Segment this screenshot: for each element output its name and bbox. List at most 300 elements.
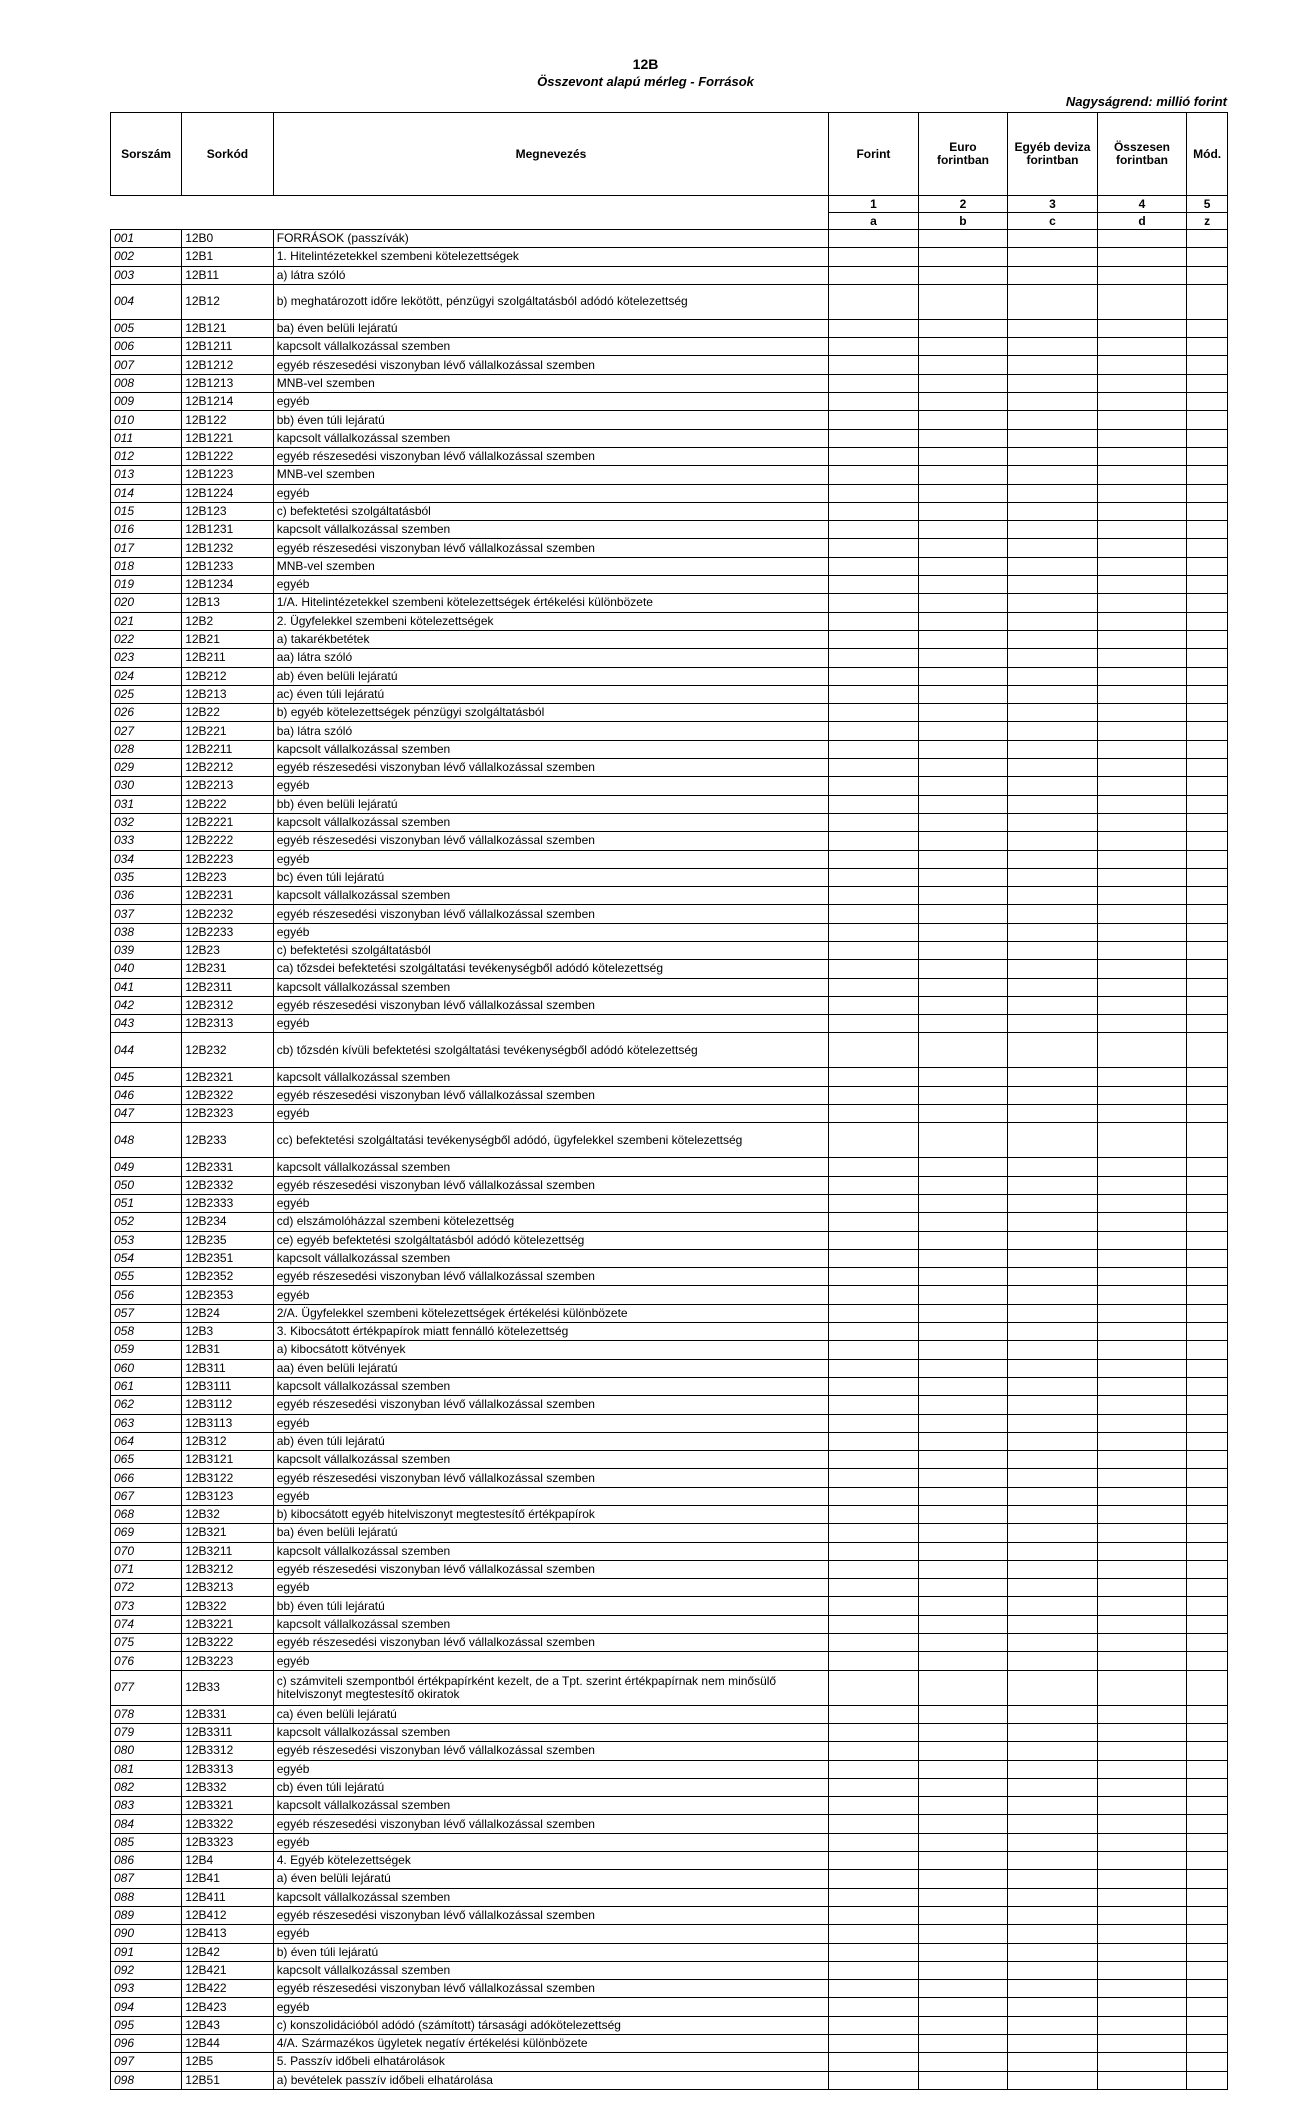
value-cell[interactable] — [918, 1815, 1008, 1833]
value-cell[interactable] — [829, 1760, 919, 1778]
value-cell[interactable] — [1097, 393, 1187, 411]
value-cell[interactable] — [829, 923, 919, 941]
value-cell[interactable] — [1187, 1323, 1228, 1341]
value-cell[interactable] — [1187, 1487, 1228, 1505]
value-cell[interactable] — [1008, 594, 1098, 612]
value-cell[interactable] — [1008, 466, 1098, 484]
value-cell[interactable] — [1187, 284, 1228, 319]
value-cell[interactable] — [1097, 649, 1187, 667]
value-cell[interactable] — [918, 1377, 1008, 1395]
value-cell[interactable] — [918, 1231, 1008, 1249]
value-cell[interactable] — [1187, 1815, 1228, 1833]
value-cell[interactable] — [1008, 1524, 1098, 1542]
value-cell[interactable] — [829, 1723, 919, 1741]
value-cell[interactable] — [829, 1797, 919, 1815]
value-cell[interactable] — [1187, 2053, 1228, 2071]
value-cell[interactable] — [1008, 777, 1098, 795]
value-cell[interactable] — [918, 1961, 1008, 1979]
value-cell[interactable] — [829, 777, 919, 795]
value-cell[interactable] — [1008, 266, 1098, 284]
value-cell[interactable] — [829, 1323, 919, 1341]
value-cell[interactable] — [829, 1833, 919, 1851]
value-cell[interactable] — [918, 649, 1008, 667]
value-cell[interactable] — [829, 1341, 919, 1359]
value-cell[interactable] — [1008, 1705, 1098, 1723]
value-cell[interactable] — [918, 2071, 1008, 2089]
value-cell[interactable] — [1008, 1176, 1098, 1194]
value-cell[interactable] — [829, 996, 919, 1014]
value-cell[interactable] — [1187, 594, 1228, 612]
value-cell[interactable] — [918, 813, 1008, 831]
value-cell[interactable] — [1008, 1286, 1098, 1304]
value-cell[interactable] — [829, 1597, 919, 1615]
value-cell[interactable] — [1097, 1158, 1187, 1176]
value-cell[interactable] — [1008, 1615, 1098, 1633]
value-cell[interactable] — [1008, 667, 1098, 685]
value-cell[interactable] — [829, 1888, 919, 1906]
value-cell[interactable] — [1008, 941, 1098, 959]
value-cell[interactable] — [1008, 1158, 1098, 1176]
value-cell[interactable] — [1008, 1268, 1098, 1286]
value-cell[interactable] — [1008, 230, 1098, 248]
value-cell[interactable] — [1097, 1506, 1187, 1524]
value-cell[interactable] — [1187, 1579, 1228, 1597]
value-cell[interactable] — [1008, 1542, 1098, 1560]
value-cell[interactable] — [918, 941, 1008, 959]
value-cell[interactable] — [918, 1213, 1008, 1231]
value-cell[interactable] — [1008, 2016, 1098, 2034]
value-cell[interactable] — [1097, 284, 1187, 319]
value-cell[interactable] — [918, 795, 1008, 813]
value-cell[interactable] — [829, 1359, 919, 1377]
value-cell[interactable] — [1097, 1123, 1187, 1158]
value-cell[interactable] — [829, 557, 919, 575]
value-cell[interactable] — [918, 411, 1008, 429]
value-cell[interactable] — [1187, 1194, 1228, 1212]
value-cell[interactable] — [1008, 1231, 1098, 1249]
value-cell[interactable] — [1097, 941, 1187, 959]
value-cell[interactable] — [1097, 1432, 1187, 1450]
value-cell[interactable] — [829, 1870, 919, 1888]
value-cell[interactable] — [918, 978, 1008, 996]
value-cell[interactable] — [1008, 1760, 1098, 1778]
value-cell[interactable] — [1187, 1432, 1228, 1450]
value-cell[interactable] — [829, 1506, 919, 1524]
value-cell[interactable] — [829, 1742, 919, 1760]
value-cell[interactable] — [1187, 1469, 1228, 1487]
value-cell[interactable] — [829, 539, 919, 557]
value-cell[interactable] — [1097, 1705, 1187, 1723]
value-cell[interactable] — [918, 1123, 1008, 1158]
value-cell[interactable] — [1187, 1925, 1228, 1943]
value-cell[interactable] — [1097, 338, 1187, 356]
value-cell[interactable] — [1187, 1377, 1228, 1395]
value-cell[interactable] — [829, 1542, 919, 1560]
value-cell[interactable] — [1187, 356, 1228, 374]
value-cell[interactable] — [829, 356, 919, 374]
value-cell[interactable] — [1187, 1742, 1228, 1760]
value-cell[interactable] — [829, 630, 919, 648]
value-cell[interactable] — [918, 1033, 1008, 1068]
value-cell[interactable] — [1097, 1579, 1187, 1597]
value-cell[interactable] — [829, 1377, 919, 1395]
value-cell[interactable] — [1008, 1980, 1098, 1998]
value-cell[interactable] — [918, 557, 1008, 575]
value-cell[interactable] — [1097, 1980, 1187, 1998]
value-cell[interactable] — [918, 1068, 1008, 1086]
value-cell[interactable] — [1097, 667, 1187, 685]
value-cell[interactable] — [1187, 649, 1228, 667]
value-cell[interactable] — [918, 284, 1008, 319]
value-cell[interactable] — [1097, 1268, 1187, 1286]
value-cell[interactable] — [918, 1286, 1008, 1304]
value-cell[interactable] — [1097, 630, 1187, 648]
value-cell[interactable] — [918, 1670, 1008, 1705]
value-cell[interactable] — [1008, 557, 1098, 575]
value-cell[interactable] — [918, 1341, 1008, 1359]
value-cell[interactable] — [918, 612, 1008, 630]
value-cell[interactable] — [1097, 1998, 1187, 2016]
value-cell[interactable] — [1008, 484, 1098, 502]
value-cell[interactable] — [1187, 1615, 1228, 1633]
value-cell[interactable] — [1008, 722, 1098, 740]
value-cell[interactable] — [829, 447, 919, 465]
value-cell[interactable] — [1097, 1469, 1187, 1487]
value-cell[interactable] — [918, 704, 1008, 722]
value-cell[interactable] — [918, 1705, 1008, 1723]
value-cell[interactable] — [1008, 1341, 1098, 1359]
value-cell[interactable] — [1187, 1705, 1228, 1723]
value-cell[interactable] — [1187, 1597, 1228, 1615]
value-cell[interactable] — [1187, 1760, 1228, 1778]
value-cell[interactable] — [1097, 1634, 1187, 1652]
value-cell[interactable] — [918, 429, 1008, 447]
value-cell[interactable] — [1008, 1888, 1098, 1906]
value-cell[interactable] — [1097, 1597, 1187, 1615]
value-cell[interactable] — [918, 1652, 1008, 1670]
value-cell[interactable] — [1097, 1943, 1187, 1961]
value-cell[interactable] — [1008, 1015, 1098, 1033]
value-cell[interactable] — [829, 521, 919, 539]
value-cell[interactable] — [1097, 1833, 1187, 1851]
value-cell[interactable] — [1008, 248, 1098, 266]
value-cell[interactable] — [829, 374, 919, 392]
value-cell[interactable] — [918, 1870, 1008, 1888]
value-cell[interactable] — [829, 1158, 919, 1176]
value-cell[interactable] — [918, 1304, 1008, 1322]
value-cell[interactable] — [1008, 1469, 1098, 1487]
value-cell[interactable] — [1187, 539, 1228, 557]
value-cell[interactable] — [1187, 230, 1228, 248]
value-cell[interactable] — [1097, 1487, 1187, 1505]
value-cell[interactable] — [829, 1249, 919, 1267]
value-cell[interactable] — [1097, 319, 1187, 337]
value-cell[interactable] — [918, 466, 1008, 484]
value-cell[interactable] — [1008, 447, 1098, 465]
value-cell[interactable] — [1187, 1943, 1228, 1961]
value-cell[interactable] — [1187, 1634, 1228, 1652]
value-cell[interactable] — [1008, 411, 1098, 429]
value-cell[interactable] — [1008, 1432, 1098, 1450]
value-cell[interactable] — [1187, 740, 1228, 758]
value-cell[interactable] — [1187, 1286, 1228, 1304]
value-cell[interactable] — [1097, 248, 1187, 266]
value-cell[interactable] — [1187, 1723, 1228, 1741]
value-cell[interactable] — [1008, 319, 1098, 337]
value-cell[interactable] — [1008, 539, 1098, 557]
value-cell[interactable] — [829, 1998, 919, 2016]
value-cell[interactable] — [918, 393, 1008, 411]
value-cell[interactable] — [1008, 521, 1098, 539]
value-cell[interactable] — [1187, 1268, 1228, 1286]
value-cell[interactable] — [918, 740, 1008, 758]
value-cell[interactable] — [829, 1579, 919, 1597]
value-cell[interactable] — [829, 1086, 919, 1104]
value-cell[interactable] — [1187, 777, 1228, 795]
value-cell[interactable] — [918, 1980, 1008, 1998]
value-cell[interactable] — [1097, 1615, 1187, 1633]
value-cell[interactable] — [1008, 1815, 1098, 1833]
value-cell[interactable] — [1097, 466, 1187, 484]
value-cell[interactable] — [829, 594, 919, 612]
value-cell[interactable] — [1008, 1323, 1098, 1341]
value-cell[interactable] — [1187, 1670, 1228, 1705]
value-cell[interactable] — [1008, 1105, 1098, 1123]
value-cell[interactable] — [1097, 759, 1187, 777]
value-cell[interactable] — [1187, 1980, 1228, 1998]
value-cell[interactable] — [1187, 447, 1228, 465]
value-cell[interactable] — [1008, 1123, 1098, 1158]
value-cell[interactable] — [829, 832, 919, 850]
value-cell[interactable] — [1097, 374, 1187, 392]
value-cell[interactable] — [918, 722, 1008, 740]
value-cell[interactable] — [1097, 1414, 1187, 1432]
value-cell[interactable] — [1187, 1359, 1228, 1377]
value-cell[interactable] — [1097, 2053, 1187, 2071]
value-cell[interactable] — [1097, 850, 1187, 868]
value-cell[interactable] — [1097, 266, 1187, 284]
value-cell[interactable] — [1008, 1852, 1098, 1870]
value-cell[interactable] — [918, 1742, 1008, 1760]
value-cell[interactable] — [1187, 266, 1228, 284]
value-cell[interactable] — [829, 612, 919, 630]
value-cell[interactable] — [1097, 594, 1187, 612]
value-cell[interactable] — [1008, 2053, 1098, 2071]
value-cell[interactable] — [1187, 466, 1228, 484]
value-cell[interactable] — [829, 1213, 919, 1231]
value-cell[interactable] — [1097, 1778, 1187, 1796]
value-cell[interactable] — [829, 1194, 919, 1212]
value-cell[interactable] — [1008, 1943, 1098, 1961]
value-cell[interactable] — [1097, 411, 1187, 429]
value-cell[interactable] — [829, 1705, 919, 1723]
value-cell[interactable] — [829, 960, 919, 978]
value-cell[interactable] — [918, 996, 1008, 1014]
value-cell[interactable] — [1097, 1249, 1187, 1267]
value-cell[interactable] — [1008, 685, 1098, 703]
value-cell[interactable] — [1187, 996, 1228, 1014]
value-cell[interactable] — [1187, 1249, 1228, 1267]
value-cell[interactable] — [1097, 1231, 1187, 1249]
value-cell[interactable] — [829, 429, 919, 447]
value-cell[interactable] — [1097, 521, 1187, 539]
value-cell[interactable] — [1187, 868, 1228, 886]
value-cell[interactable] — [829, 759, 919, 777]
value-cell[interactable] — [1097, 722, 1187, 740]
value-cell[interactable] — [829, 411, 919, 429]
value-cell[interactable] — [918, 447, 1008, 465]
value-cell[interactable] — [918, 1542, 1008, 1560]
value-cell[interactable] — [918, 1506, 1008, 1524]
value-cell[interactable] — [1187, 1888, 1228, 1906]
value-cell[interactable] — [918, 1451, 1008, 1469]
value-cell[interactable] — [1187, 411, 1228, 429]
value-cell[interactable] — [918, 1906, 1008, 1924]
value-cell[interactable] — [1097, 447, 1187, 465]
value-cell[interactable] — [918, 266, 1008, 284]
value-cell[interactable] — [829, 1943, 919, 1961]
value-cell[interactable] — [1187, 923, 1228, 941]
value-cell[interactable] — [918, 1579, 1008, 1597]
value-cell[interactable] — [829, 685, 919, 703]
value-cell[interactable] — [1097, 1194, 1187, 1212]
value-cell[interactable] — [918, 1723, 1008, 1741]
value-cell[interactable] — [1008, 1778, 1098, 1796]
value-cell[interactable] — [1008, 284, 1098, 319]
value-cell[interactable] — [1008, 1396, 1098, 1414]
value-cell[interactable] — [1187, 1396, 1228, 1414]
value-cell[interactable] — [1187, 832, 1228, 850]
value-cell[interactable] — [1097, 1652, 1187, 1670]
value-cell[interactable] — [1008, 502, 1098, 520]
value-cell[interactable] — [829, 2035, 919, 2053]
value-cell[interactable] — [1187, 2035, 1228, 2053]
value-cell[interactable] — [1187, 319, 1228, 337]
value-cell[interactable] — [1097, 539, 1187, 557]
value-cell[interactable] — [829, 1304, 919, 1322]
value-cell[interactable] — [918, 1086, 1008, 1104]
value-cell[interactable] — [829, 1487, 919, 1505]
value-cell[interactable] — [918, 1797, 1008, 1815]
value-cell[interactable] — [1097, 1524, 1187, 1542]
value-cell[interactable] — [1097, 1670, 1187, 1705]
value-cell[interactable] — [829, 230, 919, 248]
value-cell[interactable] — [1097, 1925, 1187, 1943]
value-cell[interactable] — [1097, 1742, 1187, 1760]
value-cell[interactable] — [1097, 923, 1187, 941]
value-cell[interactable] — [829, 1432, 919, 1450]
value-cell[interactable] — [829, 1123, 919, 1158]
value-cell[interactable] — [829, 1670, 919, 1705]
value-cell[interactable] — [829, 1980, 919, 1998]
value-cell[interactable] — [918, 2053, 1008, 2071]
value-cell[interactable] — [829, 2071, 919, 2089]
value-cell[interactable] — [1097, 484, 1187, 502]
value-cell[interactable] — [1187, 1542, 1228, 1560]
value-cell[interactable] — [918, 230, 1008, 248]
value-cell[interactable] — [1097, 795, 1187, 813]
value-cell[interactable] — [829, 1286, 919, 1304]
value-cell[interactable] — [829, 704, 919, 722]
value-cell[interactable] — [1008, 612, 1098, 630]
value-cell[interactable] — [1008, 576, 1098, 594]
value-cell[interactable] — [1008, 996, 1098, 1014]
value-cell[interactable] — [1097, 887, 1187, 905]
value-cell[interactable] — [1187, 1231, 1228, 1249]
value-cell[interactable] — [829, 813, 919, 831]
value-cell[interactable] — [918, 356, 1008, 374]
value-cell[interactable] — [1187, 557, 1228, 575]
value-cell[interactable] — [1187, 1524, 1228, 1542]
value-cell[interactable] — [1187, 759, 1228, 777]
value-cell[interactable] — [1187, 1852, 1228, 1870]
value-cell[interactable] — [1187, 813, 1228, 831]
value-cell[interactable] — [1187, 612, 1228, 630]
value-cell[interactable] — [1097, 230, 1187, 248]
value-cell[interactable] — [918, 887, 1008, 905]
value-cell[interactable] — [1008, 1652, 1098, 1670]
value-cell[interactable] — [918, 539, 1008, 557]
value-cell[interactable] — [829, 2016, 919, 2034]
value-cell[interactable] — [1187, 1176, 1228, 1194]
value-cell[interactable] — [1097, 2016, 1187, 2034]
value-cell[interactable] — [1187, 1560, 1228, 1578]
value-cell[interactable] — [918, 484, 1008, 502]
value-cell[interactable] — [829, 393, 919, 411]
value-cell[interactable] — [829, 1524, 919, 1542]
value-cell[interactable] — [1097, 996, 1187, 1014]
value-cell[interactable] — [1008, 649, 1098, 667]
value-cell[interactable] — [918, 1615, 1008, 1633]
value-cell[interactable] — [918, 905, 1008, 923]
value-cell[interactable] — [1097, 740, 1187, 758]
value-cell[interactable] — [1008, 356, 1098, 374]
value-cell[interactable] — [1187, 1414, 1228, 1432]
value-cell[interactable] — [829, 338, 919, 356]
value-cell[interactable] — [829, 1451, 919, 1469]
value-cell[interactable] — [1097, 2035, 1187, 2053]
value-cell[interactable] — [1008, 905, 1098, 923]
value-cell[interactable] — [1008, 1249, 1098, 1267]
value-cell[interactable] — [1097, 1341, 1187, 1359]
value-cell[interactable] — [918, 1268, 1008, 1286]
value-cell[interactable] — [1008, 1670, 1098, 1705]
value-cell[interactable] — [1187, 1870, 1228, 1888]
value-cell[interactable] — [918, 923, 1008, 941]
value-cell[interactable] — [1187, 2071, 1228, 2089]
value-cell[interactable] — [1187, 685, 1228, 703]
value-cell[interactable] — [1097, 868, 1187, 886]
value-cell[interactable] — [1187, 1158, 1228, 1176]
value-cell[interactable] — [829, 1961, 919, 1979]
value-cell[interactable] — [829, 722, 919, 740]
value-cell[interactable] — [918, 1524, 1008, 1542]
value-cell[interactable] — [918, 2035, 1008, 2053]
value-cell[interactable] — [1097, 1176, 1187, 1194]
value-cell[interactable] — [1008, 1304, 1098, 1322]
value-cell[interactable] — [1187, 1213, 1228, 1231]
value-cell[interactable] — [829, 740, 919, 758]
value-cell[interactable] — [918, 319, 1008, 337]
value-cell[interactable] — [1008, 1597, 1098, 1615]
value-cell[interactable] — [1008, 1797, 1098, 1815]
value-cell[interactable] — [1097, 777, 1187, 795]
value-cell[interactable] — [1097, 905, 1187, 923]
value-cell[interactable] — [829, 1615, 919, 1633]
value-cell[interactable] — [918, 2016, 1008, 2034]
value-cell[interactable] — [1187, 722, 1228, 740]
value-cell[interactable] — [1008, 1194, 1098, 1212]
